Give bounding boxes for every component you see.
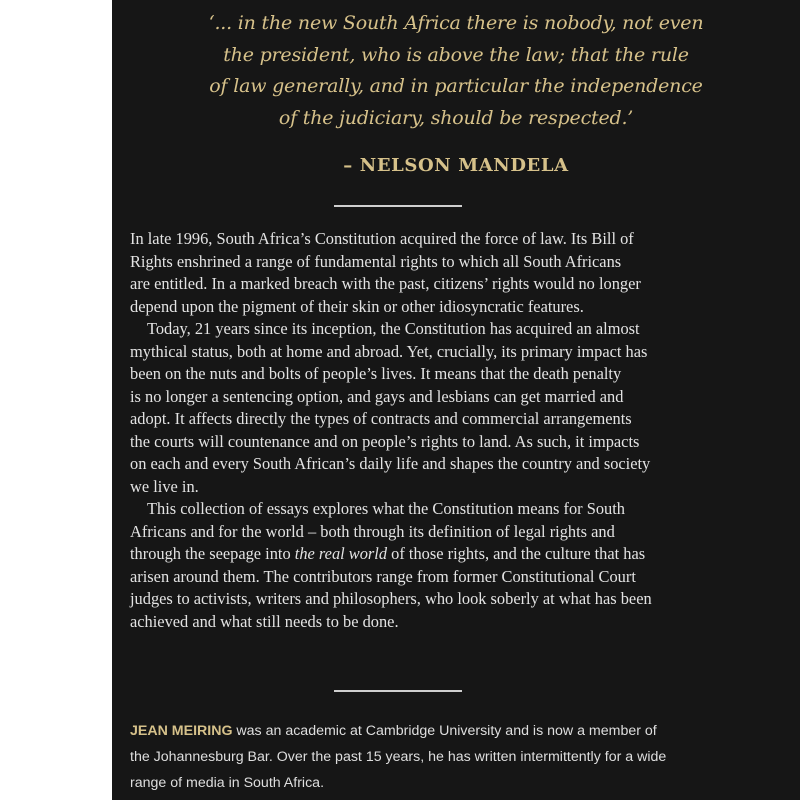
quote-line: of the judiciary, should be respected.’ [278,106,634,129]
text-line: Africans and for the world – both through its definition of legal rights and [130,521,615,541]
author-name: JEAN MEIRING [130,723,233,739]
text-line [130,543,790,566]
quote-line: ‘... in the new South Africa there is nobody, not even [208,12,704,34]
text-line: arisen around them. The contributors range from former Constitutional Court [130,566,636,586]
text-line: This collection of essays explores what the Constitution means for South [147,499,625,518]
text-line: Today, 21 years since its inception, the Constitution has acquired an almost [147,319,640,338]
back-cover [112,0,800,800]
text-line: Rights enshrined a range of fundamental rights to which all South Africans [130,251,622,271]
blurb-paragraph-2 [130,318,790,498]
text-line: are entitled. In a marked breach with the past, citizens’ rights would no longer [130,274,641,293]
blurb [130,228,790,633]
divider-top [334,205,462,207]
text-line: the courts will countenance and on people’s rights to land. As such, it impacts [130,431,640,451]
italic-phrase: the real world [294,544,388,563]
bio-text: was an academic at Cambridge University and is now a member of [232,723,657,739]
blurb-paragraph-1 [130,228,790,318]
text-line: judges to activists, writers and philosophers, who look soberly at what has been [130,589,652,608]
blurb-paragraph-3 [130,498,790,633]
bio-line: the Johannesburg Bar. Over the past 15 years, he has written intermittently for a wide [130,749,667,765]
divider-bottom [334,690,462,692]
bio-line [130,718,790,744]
text-line: on each and every South African’s daily life and shapes the country and society [130,454,651,473]
text-line: mythical status, both at home and abroad. Yet, crucially, its primary impact has [130,341,648,361]
text-line: is no longer a sentencing option, and gays and lesbians can get married and [130,386,624,406]
quote-attribution: – NELSON MANDELA [343,155,569,176]
quote-line: the president, who is above the law; that the rule [223,43,689,66]
bio-line: range of media in South Africa. [130,775,325,791]
epigraph-quote [112,8,800,134]
text-line: depend upon the pigment of their skin or other idiosyncratic features. [130,296,584,316]
text-line: been on the nuts and bolts of people’s lives. It means that the death penalty [130,364,622,383]
author-bio [130,718,790,796]
text-line: adopt. It affects directly the types of contracts and commercial arrangements [130,409,632,428]
text-line: achieved and what still needs to be done. [130,611,399,631]
quote-line: of law generally, and in particular the independence [209,75,703,97]
text-segment: of those rights, and the culture that has [387,544,646,563]
text-line: In late 1996, South Africa’s Constitution acquired the force of law. Its Bill of [130,229,634,248]
text-line: we live in. [130,476,199,496]
text-segment: through the seepage into [130,544,295,563]
